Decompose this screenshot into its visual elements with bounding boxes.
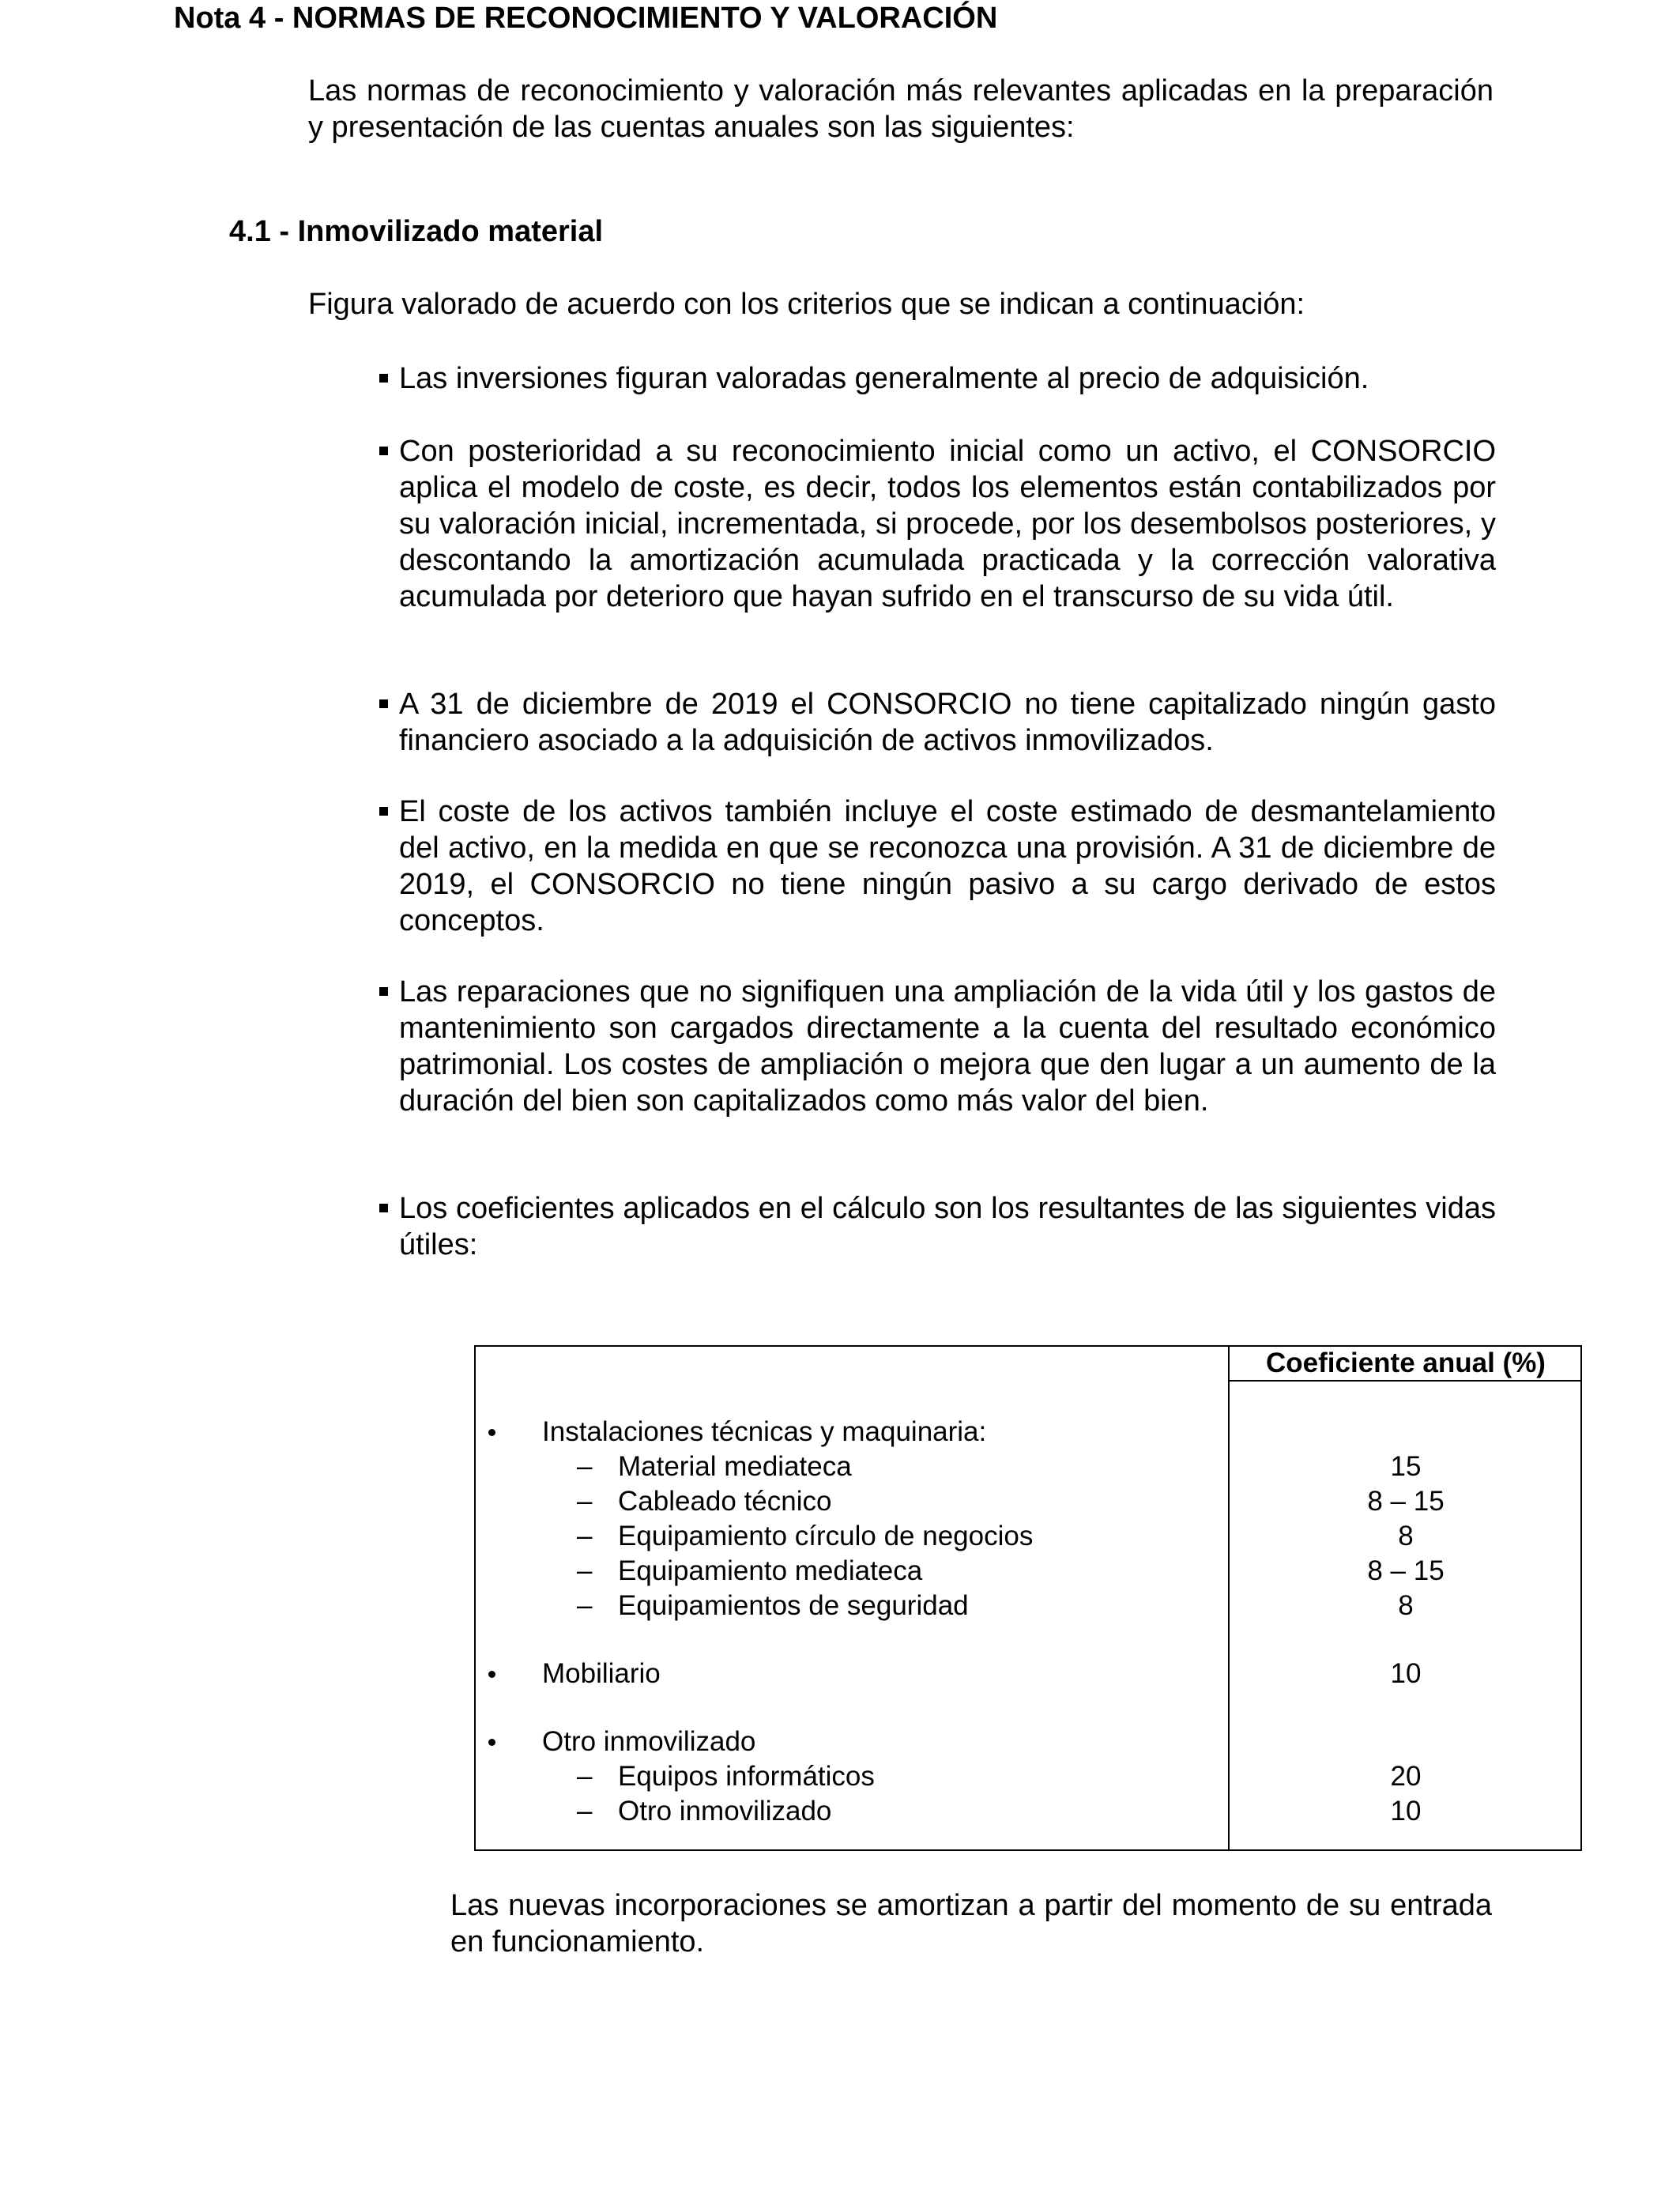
item-label: Equipamiento mediateca: [618, 1555, 923, 1586]
section-title: 4.1 - Inmovilizado material: [229, 215, 604, 248]
dash-marker: –: [577, 1555, 593, 1586]
bullet-text: Las reparaciones que no signifiquen una ampliación de la vida útil y los gastos de mantenimiento son cargados directamente a la cuenta del resultado económico patrimonial. Los costes de ampliación o mejora que den lugar a un aumento de la duración del bien son capitalizados como más valor del bien.: [399, 975, 1496, 1118]
item-label: Material mediateca: [618, 1451, 852, 1482]
item-value: 15: [1390, 1451, 1422, 1482]
item-label: Cableado técnico: [618, 1486, 832, 1517]
bullet-text: A 31 de diciembre de 2019 el CONSORCIO no tiene capitalizado ningún gasto financiero asociado a la adquisición de activos inmovilizados.: [399, 688, 1496, 757]
bullet-text: Los coeficientes aplicados en el cálculo son los resultantes de las siguientes vidas útiles:: [399, 1192, 1496, 1261]
item-label: Otro inmovilizado: [618, 1796, 832, 1826]
group-label: Otro inmovilizado: [542, 1726, 756, 1757]
section-lead: Figura valorado de acuerdo con los criterios que se indican a continuación:: [308, 288, 1305, 321]
table-row: [476, 1554, 1580, 1589]
group-label: Mobiliario: [542, 1658, 661, 1689]
bullet-item: [399, 1190, 1496, 1263]
item-value: 8: [1398, 1521, 1414, 1551]
square-bullet-icon: [379, 1204, 388, 1212]
table-row: [476, 1449, 1580, 1484]
dash-marker: –: [577, 1796, 593, 1826]
dash-marker: –: [577, 1521, 593, 1551]
bullet-item: [399, 974, 1496, 1119]
table-row: [476, 1484, 1580, 1519]
item-value: 20: [1390, 1761, 1422, 1792]
coefficients-table: [474, 1345, 1582, 1851]
table-row-group: [476, 1415, 1580, 1449]
table-row: [476, 1759, 1580, 1794]
closing-paragraph: Las nuevas incorporaciones se amortizan a partir del momento de su entrada en funcionamiento.: [450, 1889, 1492, 1958]
square-bullet-icon: [379, 699, 388, 708]
square-bullet-icon: [379, 374, 388, 383]
bullet-text: Las inversiones figuran valoradas generalmente al precio de adquisición.: [399, 362, 1369, 395]
item-value: 8 – 15: [1367, 1486, 1445, 1517]
round-bullet-icon: [488, 1739, 495, 1746]
square-bullet-icon: [379, 807, 388, 816]
item-value: 8: [1398, 1590, 1414, 1621]
item-label: Equipos informáticos: [618, 1761, 875, 1792]
table-row: [476, 1519, 1580, 1554]
square-bullet-icon: [379, 987, 388, 996]
round-bullet-icon: [488, 1671, 495, 1678]
dash-marker: –: [577, 1590, 593, 1621]
table-header: Coeficiente anual (%): [1266, 1348, 1546, 1378]
bullet-text: El coste de los activos también incluye el coste estimado de desmantelamiento del activo, en la medida en que se reconozca una provisión. A 31 de diciembre de 2019, el CONSORCIO no tiene ningún pasivo a su cargo derivado de estos conceptos.: [399, 795, 1496, 937]
table-row-group: [476, 1725, 1580, 1759]
intro-paragraph: Las normas de reconocimiento y valoración más relevantes aplicadas en la preparación y presentación de las cuentas anuales son las siguientes:: [308, 74, 1494, 144]
table-row: [476, 1794, 1580, 1829]
bullet-item: [399, 794, 1496, 939]
item-value: 8 – 15: [1367, 1555, 1445, 1586]
bullet-item: [399, 686, 1496, 759]
dash-marker: –: [577, 1451, 593, 1482]
item-value: 10: [1390, 1796, 1422, 1826]
square-bullet-icon: [379, 447, 388, 455]
group-value: 10: [1390, 1658, 1422, 1689]
group-label: Instalaciones técnicas y maquinaria:: [542, 1416, 987, 1447]
bullet-item: [399, 360, 1496, 397]
item-label: Equipamiento círculo de negocios: [618, 1521, 1034, 1551]
round-bullet-icon: [488, 1429, 495, 1436]
dash-marker: –: [577, 1761, 593, 1792]
header-underline: [1230, 1380, 1582, 1382]
table-row: [476, 1589, 1580, 1623]
item-label: Equipamientos de seguridad: [618, 1590, 969, 1621]
note-title: Nota 4 - NORMAS DE RECONOCIMIENTO Y VALORACIÓN: [174, 2, 998, 35]
bullet-item: [399, 433, 1496, 615]
table-row-group: [476, 1657, 1580, 1691]
bullet-text: Con posterioridad a su reconocimiento inicial como un activo, el CONSORCIO aplica el modelo de coste, es decir, todos los elementos están contabilizados por su valoración inicial, incrementada, si procede, por los desembolsos posteriores, y descontando la amortización acumulada practicada y la corrección valorativa acumulada por deterioro que hayan sufrido en el transcurso de su vida útil.: [399, 435, 1496, 613]
dash-marker: –: [577, 1486, 593, 1517]
